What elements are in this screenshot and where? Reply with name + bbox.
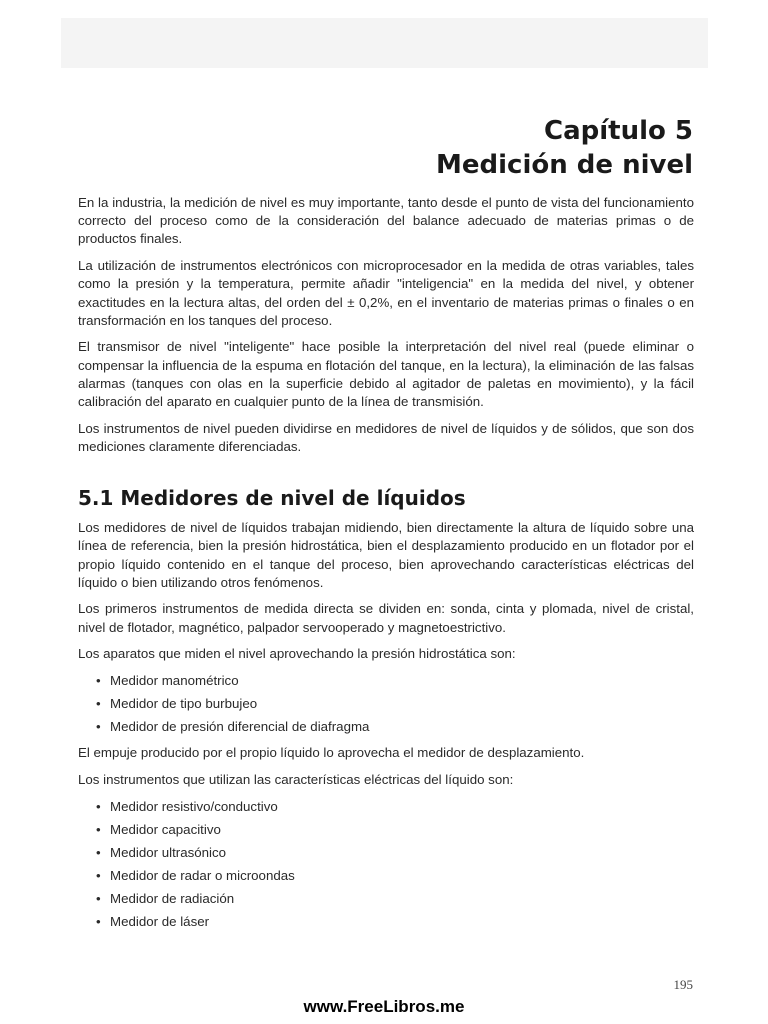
- chapter-label: Capítulo 5: [543, 116, 693, 146]
- page-number: 195: [673, 977, 693, 992]
- section-title: 5.1 Medidores de nivel de líquidos: [78, 486, 466, 511]
- hydrostatic-list: [78, 672, 694, 736]
- section-paragraph: Los instrumentos que utilizan las características eléctricas del líquido son:: [78, 771, 514, 787]
- intro-paragraph: En la industria, la medición de nivel es muy importante, tanto desde el punto de vista del funcionamiento correcto del proceso como de la consideración del balance adecuado de materias primas o de productos finales.: [78, 195, 694, 247]
- intro-paragraph: La utilización de instrumentos electrónicos con microprocesador en la medida de otras variables, tales como la presión y la temperatura, permite añadir "inteligencia" en la medida del nivel, y obtener exactitudes en la lectura altas, del orden del ± 0,2%, en el inventario de materias primas o finales o en transformación en los tanques del proceso.: [78, 258, 694, 328]
- chapter-title: [436, 114, 693, 182]
- electrical-list: [78, 798, 694, 931]
- intro-paragraph: Los instrumentos de nivel pueden dividirse en medidores de nivel de líquidos y de sólidos, que son dos mediciones claramente diferenciadas.: [78, 420, 694, 454]
- list-item: • Medidor de tipo burbujeo: [96, 695, 694, 713]
- list-item: • Medidor manométrico: [96, 672, 694, 690]
- header-band: [61, 18, 708, 68]
- list-item: • Medidor de radar o microondas: [96, 867, 694, 885]
- page-body: [78, 194, 694, 939]
- chapter-name: Medición de nivel: [436, 150, 693, 180]
- section-paragraph: El empuje producido por el propio líquido lo aprovecha el medidor de desplazamiento.: [78, 745, 585, 761]
- list-item: • Medidor de radiación: [96, 890, 694, 908]
- intro-paragraph: El transmisor de nivel "inteligente" hace posible la interpretación del nivel real (puede eliminar o compensar la influencia de la espuma en flotación del tanque, en la lectura), la eliminación de las falsas alarmas (tanques con olas en la superficie debido al agitador de paletas en movimiento), y la fácil calibración del aparato en cualquier punto de la línea de transmisión.: [78, 339, 694, 410]
- list-item: • Medidor de presión diferencial de diafragma: [96, 718, 694, 736]
- footer-link[interactable]: www.FreeLibros.me: [303, 997, 465, 1016]
- section-paragraph: Los medidores de nivel de líquidos trabajan midiendo, bien directamente la altura de líquido sobre una línea de referencia, bien la presión hidrostática, bien el desplazamiento producido en un flotador por el propio líquido contenido en el tanque del proceso, bien aprovechando características eléctricas del líquido o bien utilizando otros fenómenos.: [78, 520, 694, 590]
- section-paragraph: Los primeros instrumentos de medida directa se dividen en: sonda, cinta y plomada, nivel de cristal, nivel de flotador, magnético, palpador servooperado y magnetoestrictivo.: [78, 601, 694, 635]
- list-item: • Medidor ultrasónico: [96, 844, 694, 862]
- list-item: • Medidor capacitivo: [96, 821, 694, 839]
- list-item: • Medidor resistivo/conductivo: [96, 798, 694, 816]
- section-paragraph: Los aparatos que miden el nivel aprovechando la presión hidrostática son:: [78, 646, 516, 662]
- list-item: • Medidor de láser: [96, 913, 694, 931]
